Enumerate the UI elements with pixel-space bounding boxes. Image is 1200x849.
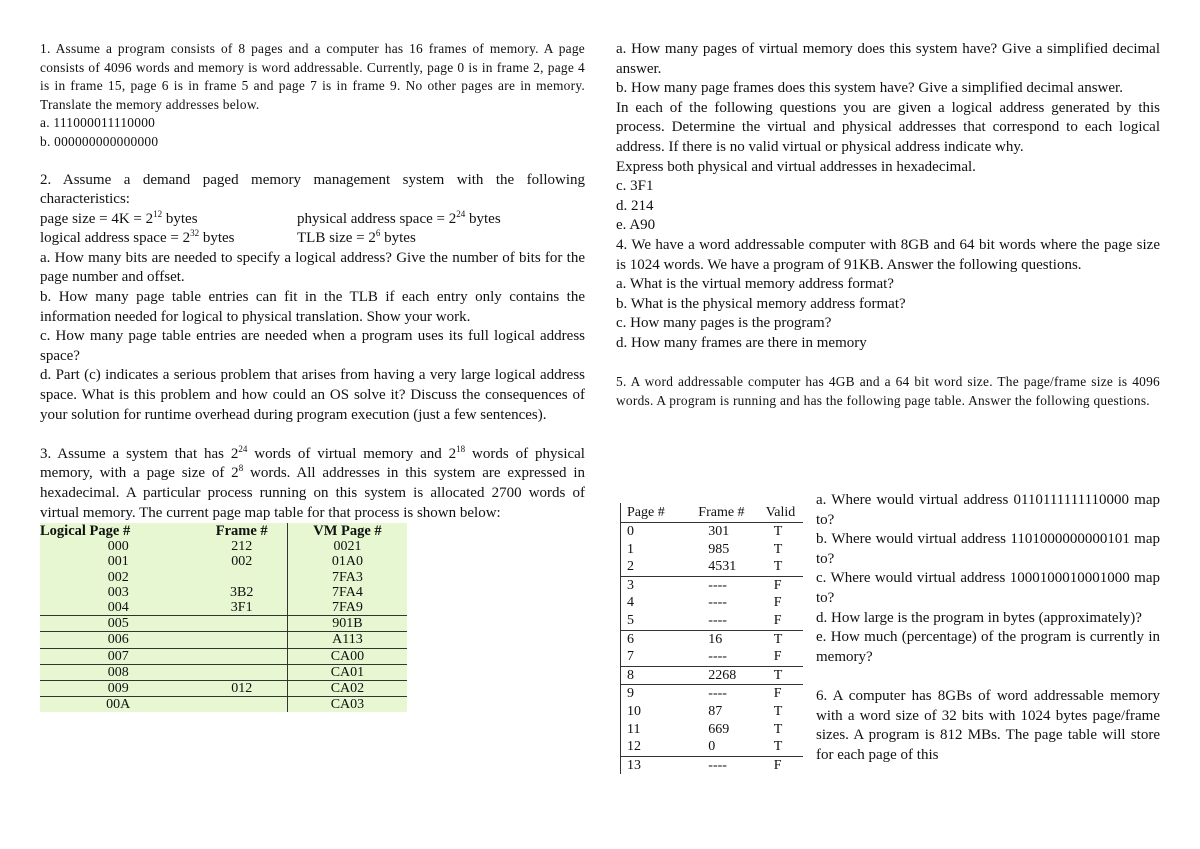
page-cell: 9	[627, 686, 634, 702]
frame-cell: 4531	[674, 558, 759, 576]
q5-page-table	[620, 503, 803, 774]
q1-text: 1. Assume a program consists of 8 pages and a computer has 16 frames of memory. A page consists of 4096 words and memory is word addressable. Currently, page 0 is in frame 2, page 4 is in frame 15, page 6 is in frame 5 and page 7 is in frame 9. No other pages are in memory. Translate the memory addresses below.	[40, 41, 585, 112]
valid-cell: T	[773, 524, 783, 539]
logical-space-line: logical address space = $2^{32}$ bytes	[40, 228, 235, 247]
vm-page-cell: 01A0	[287, 554, 407, 569]
frame-cell: ----	[708, 595, 727, 611]
valid-cell: F	[760, 612, 803, 630]
page-map-body	[40, 539, 407, 712]
page-cell: 6	[627, 631, 634, 647]
table-row	[621, 666, 804, 685]
header-frame: Frame #	[674, 503, 759, 523]
valid-cell: T	[773, 703, 783, 719]
logical-page-cell: 000	[107, 539, 129, 555]
q4-b: b. What is the physical memory address format?	[616, 295, 906, 312]
table-row	[621, 523, 804, 541]
valid-cell: F	[773, 686, 782, 702]
q2-characteristics	[40, 210, 585, 249]
page-map-header	[40, 523, 407, 539]
spacer	[40, 425, 585, 445]
valid-cell: T	[773, 631, 783, 647]
q6-text: 6. A computer has 8GBs of word addressable memory with a word size of 32 bits with 1024 bytes page/frame sizes. A program is 812 MBs. The page table will store for each page of this	[816, 687, 1160, 763]
q1-a: a. 111000011110000	[40, 115, 156, 130]
q2-a: a. How many bits are needed to specify a logical address? Give the number of bits for the page number and offset.	[40, 249, 585, 286]
valid-cell: F	[773, 577, 782, 593]
logical-page-cell: 007	[40, 648, 196, 664]
right-column	[616, 40, 1160, 410]
question-1	[40, 40, 585, 151]
vm-page-cell: 7FA9	[287, 600, 407, 616]
physical-space-line: physical address space = $2^{24}$ bytes	[297, 208, 501, 227]
frame-cell: 985	[708, 541, 730, 557]
page-map-table	[40, 523, 407, 712]
valid-cell: F	[760, 648, 803, 666]
q5-b: b. Where would virtual address 1101000000000101 map to?	[816, 531, 1160, 567]
page-cell: 5	[621, 612, 675, 630]
frame-cell: 87	[708, 703, 723, 719]
frame-cell: 002	[231, 554, 253, 570]
frame-cell: ----	[708, 577, 727, 593]
q3-instructions: In each of the following questions you are given a logical address generated by this process. Determine the virtual and physical addresses that correspond to each logical address. If there is no valid virtual or physical address indicate why.	[616, 99, 1160, 155]
q3-c: c. 3F1	[616, 178, 654, 195]
q1-b: b. 000000000000000	[40, 133, 159, 149]
frame-cell	[196, 632, 287, 648]
page-cell: 13	[627, 757, 641, 773]
q5-page-table-header	[621, 503, 804, 523]
frame-cell: 0	[674, 738, 759, 756]
q3-express: Express both physical and virtual addresses in hexadecimal.	[616, 158, 976, 175]
frame-cell	[196, 648, 287, 664]
q5-d: d. How large is the program in bytes (approximately)?	[816, 609, 1142, 626]
vm-page-cell: 7FA4	[287, 585, 407, 600]
frame-cell: 16	[708, 631, 723, 647]
q4-intro: 4. We have a word addressable computer with 8GB and 64 bit words where the page size is 1024 words. We have a program of 91KB. Answer the following questions.	[616, 236, 1160, 273]
q4-d: d. How many frames are there in memory	[616, 334, 867, 351]
tlb-size-line: TLB size = $2^6$ bytes	[297, 228, 416, 247]
vm-page-cell: CA03	[287, 697, 407, 713]
logical-page-cell: 004	[107, 599, 129, 615]
page-cell: 2	[621, 558, 675, 576]
q3-text: 3. Assume a system that has $2^{24}$ words of virtual memory and $2^{18}$ words of physical memory, with a page size of $2^8$ words. All addresses in this system are expressed in hexadecimal. A particular process running on this system is allocated 2700 words of virtual memory. The current page map table for that process is shown below:	[40, 443, 585, 521]
frame-cell: ----	[674, 612, 759, 630]
header-valid: Valid	[760, 503, 803, 523]
logical-page-cell: 008	[40, 664, 196, 680]
q5-questions	[816, 491, 1160, 765]
valid-cell: T	[760, 666, 803, 685]
valid-cell: T	[760, 738, 803, 756]
valid-cell: T	[773, 721, 783, 737]
valid-cell: F	[773, 757, 782, 773]
vm-page-cell: 0021	[287, 539, 407, 554]
table-row	[621, 721, 804, 739]
logical-page-cell: 001	[107, 554, 129, 570]
vm-page-cell: CA00	[287, 648, 407, 664]
vm-page-cell: CA02	[287, 680, 407, 696]
q5-a: a. Where would virtual address 0110111111110000 map to?	[816, 492, 1160, 528]
frame-cell: 012	[196, 680, 287, 696]
logical-page-cell: 005	[40, 616, 196, 632]
table-row	[40, 680, 407, 696]
frame-cell	[196, 570, 287, 585]
logical-page-cell: 003	[107, 584, 129, 600]
q4-c: c. How many pages is the program?	[616, 315, 832, 332]
table-row	[40, 600, 407, 616]
question-3-continued	[616, 40, 1160, 236]
table-row	[40, 697, 407, 713]
page-cell: 8	[621, 666, 675, 685]
spacer	[816, 667, 1160, 687]
frame-cell: ----	[708, 757, 727, 773]
q5-c: c. Where would virtual address 1000100010001000 map to?	[816, 570, 1160, 606]
vm-page-cell: CA01	[287, 664, 407, 680]
logical-page-cell: 00A	[106, 697, 131, 713]
frame-cell: 3F1	[230, 599, 253, 615]
table-row	[40, 648, 407, 664]
frame-cell	[196, 616, 287, 632]
frame-cell: 301	[708, 524, 730, 539]
q3-b: b. How many page frames does this system have? Give a simplified decimal answer.	[616, 80, 1123, 97]
table-row	[621, 594, 804, 612]
table-row	[40, 554, 407, 569]
left-column	[40, 40, 585, 712]
table-row	[40, 616, 407, 632]
frame-cell: ----	[674, 648, 759, 666]
frame-cell: 212	[231, 539, 253, 555]
table-row	[621, 738, 804, 756]
q2-d: d. Part (c) indicates a serious problem that arises from having a very large logical address space. What is this problem and how could an OS solve it? Discuss the consequences of your solution for runtime overhead during program execution (just a few sentences).	[40, 367, 585, 423]
valid-cell: T	[773, 541, 783, 557]
q2-intro: 2. Assume a demand paged memory management system with the following characteristics:	[40, 171, 585, 208]
spacer	[616, 354, 1160, 374]
logical-page-cell: 006	[40, 632, 196, 648]
vm-page-cell: 7FA3	[287, 570, 407, 585]
page-cell: 10	[627, 703, 641, 719]
q5-page-table-body	[621, 523, 804, 775]
q3-d: d. 214	[616, 197, 654, 214]
header-logical-page: Logical Page #	[40, 523, 131, 540]
frame-cell: 2268	[674, 666, 759, 685]
q3-e: e. A90	[616, 217, 656, 234]
page-size-line: page size = $4K = 2^{12}$ bytes	[40, 208, 198, 227]
table-row	[40, 585, 407, 600]
frame-cell: ----	[708, 686, 727, 702]
page-cell: 4	[627, 595, 634, 611]
question-4	[616, 236, 1160, 354]
frame-cell	[196, 697, 287, 713]
table-row	[621, 756, 804, 774]
question-2	[40, 171, 585, 426]
page-cell: 1	[627, 541, 634, 557]
valid-cell: T	[760, 558, 803, 576]
q3-a: a. How many pages of virtual memory does this system have? Give a simplified decimal answer.	[616, 41, 1160, 77]
frame-cell	[196, 664, 287, 680]
question-3	[40, 445, 585, 713]
table-row	[621, 541, 804, 559]
q5-intro: 5. A word addressable computer has 4GB and a 64 bit word size. The page/frame size is 4096 words. A program is running and has the following page table. Answer the following questions.	[616, 374, 1160, 408]
table-row	[621, 648, 804, 666]
table-row	[40, 664, 407, 680]
page-cell: 3	[627, 577, 634, 593]
table-row	[621, 685, 804, 703]
table-row	[621, 630, 804, 648]
page-cell: 0	[627, 524, 634, 539]
table-row	[40, 570, 407, 585]
header-frame: Frame #	[215, 523, 268, 540]
q2-c: c. How many page table entries are needed when a program uses its full logical address space?	[40, 328, 585, 364]
q4-a: a. What is the virtual memory address format?	[616, 276, 894, 293]
table-row	[621, 558, 804, 576]
vm-page-cell: A113	[287, 632, 407, 648]
q2-b: b. How many page table entries can fit in the TLB if each entry only contains the information needed for logical to physical translation. Show your work.	[40, 288, 585, 325]
header-page: Page #	[621, 503, 675, 523]
table-row	[621, 576, 804, 594]
header-vm-page: VM Page #	[287, 523, 407, 539]
page-cell: 12	[621, 738, 675, 756]
logical-page-cell: 009	[40, 680, 196, 696]
logical-page-cell: 002	[107, 569, 129, 585]
frame-cell: 3B2	[230, 584, 254, 600]
q5-e: e. How much (percentage) of the program is currently in memory?	[816, 629, 1160, 665]
page-cell: 7	[621, 648, 675, 666]
frame-cell: 669	[708, 721, 730, 737]
table-row	[40, 632, 407, 648]
vm-page-cell: 901B	[287, 616, 407, 632]
spacer	[40, 151, 585, 171]
table-row	[621, 703, 804, 721]
valid-cell: F	[773, 595, 782, 611]
table-row	[621, 612, 804, 630]
page-cell: 11	[627, 721, 641, 737]
table-row	[40, 539, 407, 554]
